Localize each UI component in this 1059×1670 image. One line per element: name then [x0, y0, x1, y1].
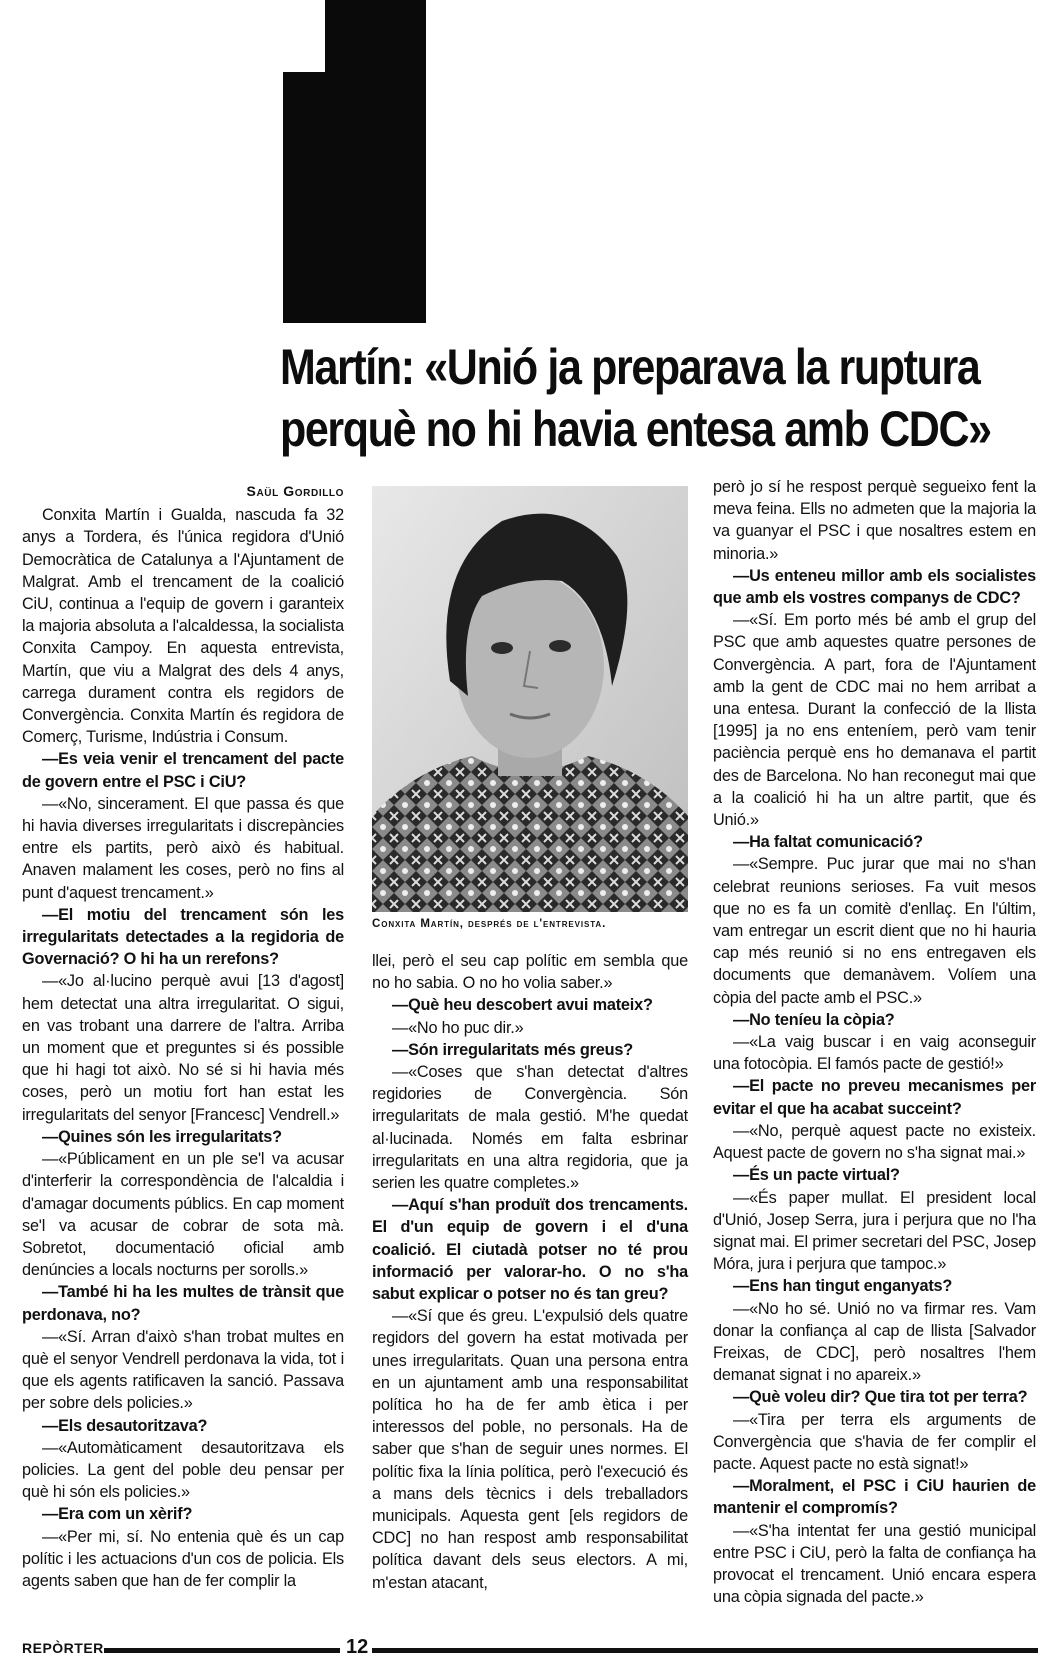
- article-column-3: [713, 476, 1036, 1608]
- interview-question: —No teníeu la còpia?: [733, 1010, 895, 1029]
- headline-line-2: perquè no hi havia entesa amb CDC»: [280, 401, 991, 457]
- interview-question: —Són irregularitats més greus?: [392, 1040, 634, 1059]
- article-paragraph: —«Tira per terra els arguments de Convergència que s'havia de fer complir el pacte. Aquest pacte no està signat!»: [713, 1410, 1036, 1473]
- article-paragraph: —«S'ha intentat fer una gestió municipal entre PSC i CiU, però la falta de confiança ha provocat el trencament. Unió encara espera una còpia signada del pacte.»: [713, 1521, 1036, 1607]
- article-paragraph: Conxita Martín i Gualda, nascuda fa 32 anys a Tordera, és l'única regidora d'Unió Democràtica de Catalunya a l'Ajuntament de Malgrat. Amb el trencament de la coalició CiU, continua a l'equip de govern i garanteix la majoria absoluta a l'alcaldessa, la socialista Conxita Campoy. En aquesta entrevista, Martín, que viu a Malgrat des dels 4 anys, carrega durament contra els regidors de Convergència. Conxita Martín és regidora de Comerç, Turisme, Indústria i Consum.: [22, 506, 344, 747]
- interview-question: —Ens han tingut enganyats?: [733, 1277, 953, 1296]
- interview-question: —Què heu descobert avui mateix?: [392, 996, 653, 1015]
- article-paragraph: —«No ho puc dir.»: [392, 1018, 524, 1037]
- page-number: 12: [346, 1636, 369, 1658]
- interview-question: —Es veia venir el trencament del pacte de govern entre el PSC i CiU?: [22, 750, 344, 791]
- article-paragraph: —«Coses que s'han detectat d'altres regidories de Convergència. Són irregularitats de mala gestió. M'he quedat al·lucinada. Només em falta esbrinar irregularitats en una altra regidoria, que ja serien les quatre completes.»: [372, 1063, 688, 1193]
- black-block-notch: [283, 0, 325, 72]
- publication-name: REPÒRTER: [22, 1640, 104, 1656]
- article-paragraph: però jo sí he respost perquè segueixo fent la meva feina. Ells no admeten que la majoria la va guanyar el PSC i que nosaltres estem en minoria.»: [713, 478, 1036, 563]
- interview-question: —El motiu del trencament són les irregularitats detectades a la regidoria de Governació? O hi ha un rerefons?: [22, 905, 344, 969]
- interview-question: —Aquí s'han produït dos trencaments. El d'un equip de govern i el d'una coalició. El ciutadà potser no té prou informació per valorar-ho. O no s'ha sabut explicar o potser no és tan greu?: [372, 1196, 688, 1304]
- article-paragraph: —«Jo al·lucino perquè avui [13 d'agost] hem detectat una altra irregularitat. O sigui, en vas trobant una darrere de l'altra. Arriba un moment que et preguntes si és possible que hi hagi tot això. No sé si hi havia més coses, però un motiu fort han estat les irregularitats del senyor [Francesc] Vendrell.»: [22, 972, 344, 1124]
- byline: Saül Gordillo: [246, 483, 344, 499]
- interview-question: —El pacte no preveu mecanismes per evitar el que ha acabat succeint?: [713, 1077, 1036, 1118]
- article-paragraph: —«Públicament en un ple se'l va acusar d'interferir la correspondència de l'alcaldia i d'amagar documents públics. En cap moment se'l va acusar de cobrar de sota mà. Sobretot, documentació oficial amb denúncies a locals nocturns per sorolls.»: [22, 1150, 344, 1280]
- article-paragraph: —«No ho sé. Unió no va firmar res. Vam donar la confiança al cap de llista [Salvador Freixas, de CDC], però nosaltres l'hem demanat signat i no apareix.»: [713, 1299, 1036, 1385]
- article-paragraph: —«Sí. Arran d'això s'han trobat multes en què el senyor Vendrell perdonava la vida, tot i que els agents ratificaven la sanció. Passava per sobre dels policies.»: [22, 1327, 344, 1413]
- article-paragraph: —«Automàticament desautoritzava els policies. La gent del poble deu pensar per què hi són els policies.»: [22, 1438, 344, 1502]
- article-paragraph: —«Per mi, sí. No entenia què és un cap polític i les actuacions d'un cos de policia. Els agents saben que han de fer complir la: [22, 1527, 344, 1590]
- headline: [280, 336, 991, 460]
- article-paragraph: —«La vaig buscar i en vaig aconseguir una fotocòpia. El famós pacte de gestió!»: [713, 1033, 1036, 1074]
- photo-caption: Conxita Martín, després de l'entrevista.: [372, 918, 607, 930]
- interview-question: —Era com un xèrif?: [42, 1505, 193, 1524]
- article-paragraph: —«Sí. Em porto més bé amb el grup del PSC que amb aquestes quatre persones de Convergència. A part, fora de l'Ajuntament amb la gent de CDC mai no hem arribat a una entesa. Durant la confecció de la llista [1995] ja no ens enteníem, però vam tenir paciència perquè ens ho demanava el partit des de Barcelona. No han reconegut mai que a la coalició hi ha un altre partit, que és Unió.»: [713, 611, 1036, 830]
- article-paragraph: —«Sempre. Puc jurar que mai no s'han celebrat reunions serioses. Fa vuit mesos que no es fa un comitè d'enllaç. En l'últim, vam entregar un escrit dient que no hi hauria cap més reunió si no ens entregaven els documents que demanàvem. Volíem una còpia del pacte amb el PSC.»: [713, 855, 1036, 1007]
- article-paragraph: —«És paper mullat. El president local d'Unió, Josep Serra, jura i perjura que no l'ha signat mai. El primer secretari del PSC, Josep Móra, jura i perjura que tampoc.»: [713, 1188, 1036, 1274]
- interview-question: —Què voleu dir? Que tira tot per terra?: [733, 1388, 1028, 1407]
- footer-rule-left: [104, 1648, 340, 1653]
- article-column-2: [372, 950, 688, 1594]
- interview-question: —També hi ha les multes de trànsit que perdonava, no?: [22, 1283, 344, 1324]
- interview-question: —Us enteneu millor amb els socialistes que amb els vostres companys de CDC?: [713, 566, 1036, 608]
- portrait-illustration: [372, 486, 688, 912]
- interview-question: —Quines són les irregularitats?: [42, 1127, 282, 1146]
- article-paragraph: llei, però el seu cap polític em sembla que no ho sabia. O no ho volia saber.»: [372, 952, 688, 993]
- interview-question: —És un pacte virtual?: [733, 1166, 900, 1185]
- article-paragraph: —«Sí que és greu. L'expulsió dels quatre regidors del govern ha estat motivada per unes irregularitats. Quan una persona entra en un ajuntament amb una responsabilitat política ho ha de fer amb ètica i per interessos del poble, no personals. Ha de saber que s'han de seguir unes normes. El polític fixa la línia política, però l'execució és a mans dels tècnics i dels treballadors municipals. Aquesta gent [els regidors de CDC] no han respost amb responsabilitat política davant dels seus electors. A mi, m'estan atacant,: [372, 1307, 688, 1592]
- footer-rule-right: [372, 1648, 1038, 1653]
- interview-question: —Els desautoritzava?: [42, 1416, 208, 1435]
- article-column-1: [22, 480, 344, 1592]
- interview-question: —Moralment, el PSC i CiU haurien de mantenir el compromís?: [713, 1477, 1036, 1518]
- portrait-photo: [372, 486, 688, 912]
- interview-question: —Ha faltat comunicació?: [733, 833, 923, 852]
- headline-line-1: Martín: «Unió ja preparava la ruptura: [280, 339, 980, 395]
- article-paragraph: —«No, perquè aquest pacte no existeix. Aquest pacte de govern no s'ha signat mai.»: [713, 1121, 1036, 1163]
- article-paragraph: —«No, sincerament. El que passa és que hi havia diverses irregularitats i discrepàncies entre els partits, però això és habitual. Anaven malament les coses, però no fins al punt d'aquest trencament.»: [22, 794, 344, 902]
